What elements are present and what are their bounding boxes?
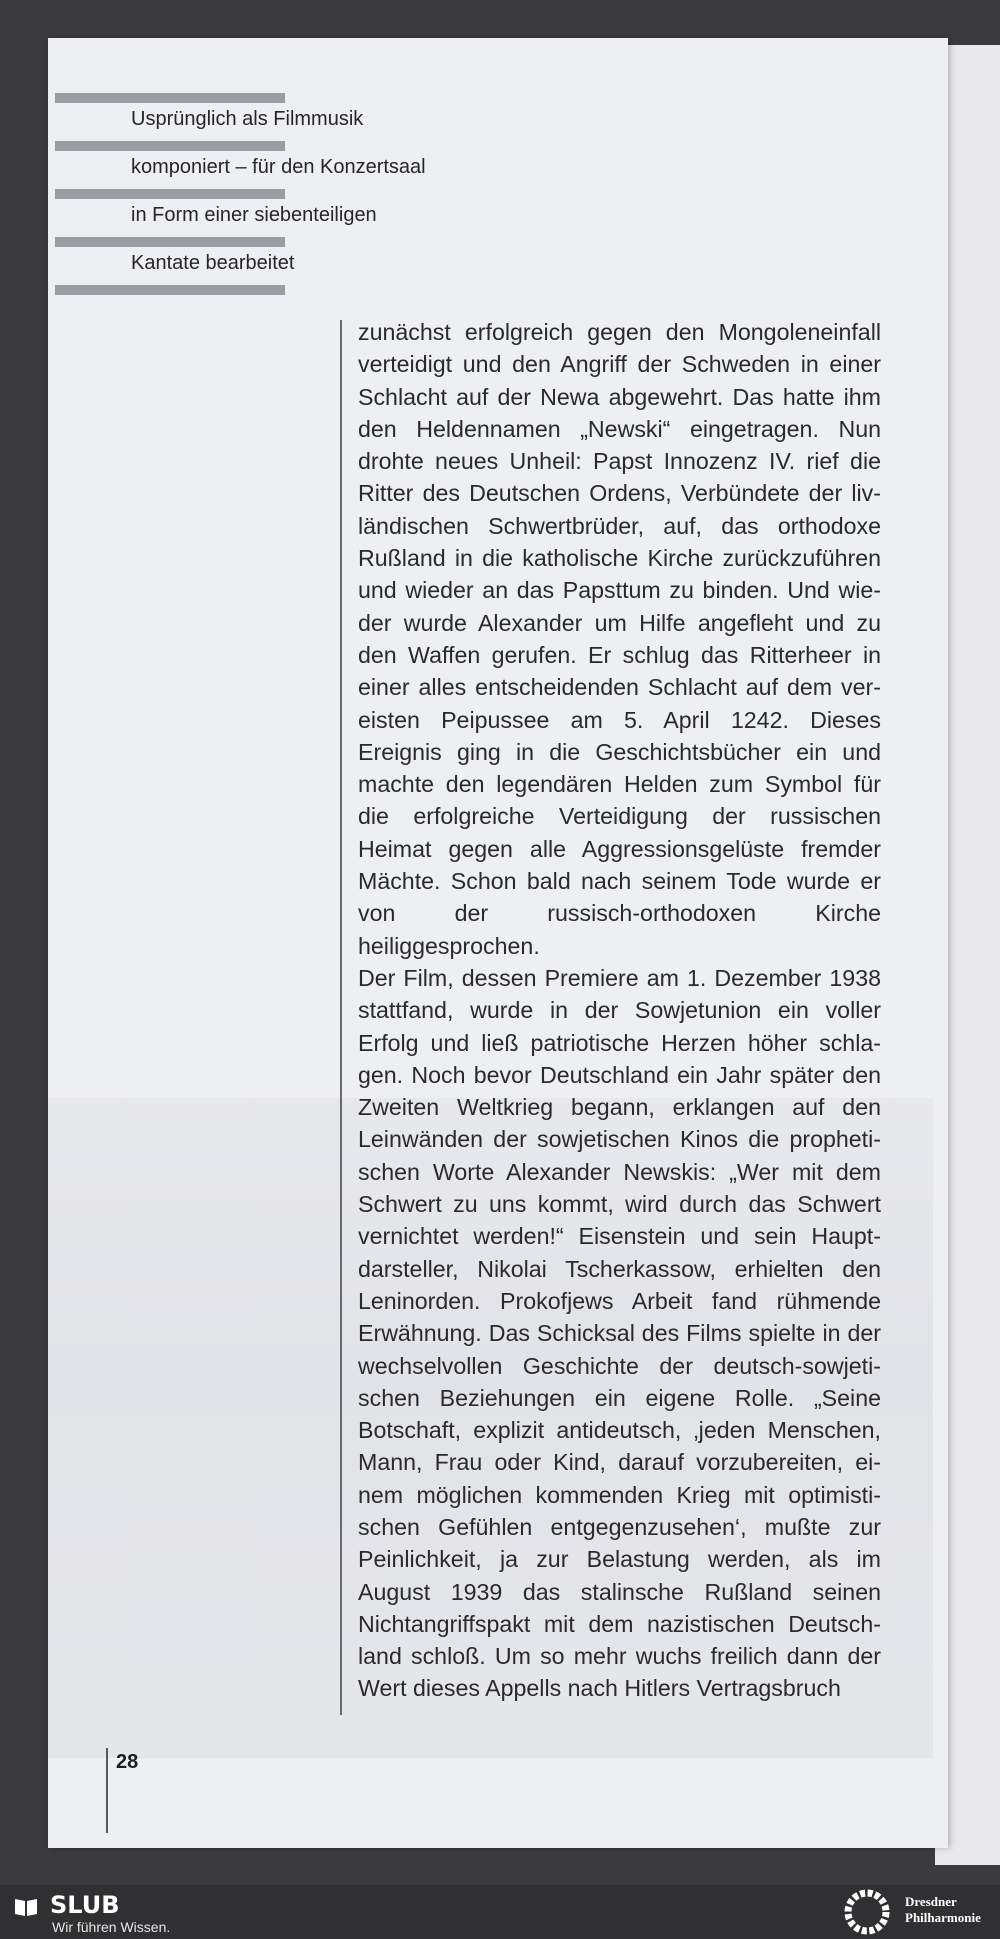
page-number: 28 [116, 1751, 139, 1773]
pull-quote-bar [55, 93, 285, 103]
library-tagline: Wir führen Wissen. [52, 1919, 171, 1935]
partner-name-line: Dresdner [905, 1894, 957, 1909]
page-number-rule [106, 1748, 108, 1833]
partner-logo-text [905, 1894, 981, 1926]
footer-bar [0, 1885, 1000, 1939]
library-logo[interactable]: SLUB [50, 1891, 120, 1919]
philharmonie-logo-icon[interactable] [842, 1889, 892, 1935]
pull-quote-bar [55, 189, 285, 199]
pull-quote-line: Kantate bearbeitet [131, 252, 295, 274]
body-text [358, 316, 881, 1705]
paragraph: zunächst erfolgreich gegen den Mongoleneinfall verteidigt und den Angriff der Schweden in einer Schlacht auf der Newa abgewehrt. Das hatte ihm den Heldennamen „Newski“ eingetragen. Nun drohte neues Unheil: Papst Innozenz IV. rief die Ritter des Deutschen Ordens, Verbündete der livländischen Schwertbrüder, auf, das orthodoxe Rußland in die katholische Kirche zurückzuführen und wieder an das Papsttum zu binden. Und wieder wurde Alexander um Hilfe angefleht und zu den Waffen gerufen. Er schlug das Ritterheer in einer alles entscheidenden Schlacht auf dem vereisten Peipussee am 5. April 1242. Dieses Ereignis ging in die Geschichtsbücher ein und machte den legendären Helden zum Symbol für die erfolgreiche Verteidigung der russischen Heimat gegen alle Aggressionsgelüste fremder Mächte. Schon bald nach seinem Tode wurde er von der russisch-orthodoxen Kirche heiliggesprochen. [358, 319, 881, 959]
pull-quote-line: in Form einer siebenteiligen [131, 204, 377, 226]
book-icon [14, 1897, 38, 1917]
pull-quote-line: Usprünglich als Filmmusik [131, 108, 364, 130]
pull-quote-bar [55, 285, 285, 295]
partner-name-line: Philharmonie [905, 1910, 981, 1925]
brochure-page [48, 38, 948, 1848]
column-rule [340, 320, 342, 1715]
paragraph: Der Film, dessen Premiere am 1. Dezember 1938 stattfand, wurde in der Sowjetunion ein voller Erfolg und ließ patriotische Herzen höher schlagen. Noch bevor Deutschland ein Jahr später den Zweiten Weltkrieg begann, erklangen auf den Leinwänden der sowjetischen Kinos die prophetischen Worte Alexander Newskis: „Wer mit dem Schwert zu uns kommt, wird durch das Schwert vernichtet werden!“ Eisenstein und sein Hauptdarsteller, Nikolai Tscherkassow, erhielten den Leninorden. Prokofjews Arbeit fand rühmende Erwähnung. Das Schicksal des Films spielte in der wechselvollen Geschichte der deutsch-sowjetischen Beziehungen ein eigene Rolle. „Seine Botschaft, explizit antideutsch, ‚jeden Menschen, Mann, Frau oder Kind, darauf vorzubereiten, einem möglichen kommenden Krieg mit optimistischen Gefühlen entgegenzusehen‘, mußte zur Peinlichkeit, ja zur Belastung werden, als im August 1939 das stalinsche Rußland seinen Nichtangriffspakt mit dem nazistischen Deutschland schloß. Um so mehr wuchs freilich dann der Wert dieses Appells nach Hitlers Vertragsbruch [358, 964, 881, 1702]
pull-quote-line: komponiert – für den Konzertsaal [131, 156, 426, 178]
pull-quote-bar [55, 237, 285, 247]
pull-quote-bar [55, 141, 285, 151]
